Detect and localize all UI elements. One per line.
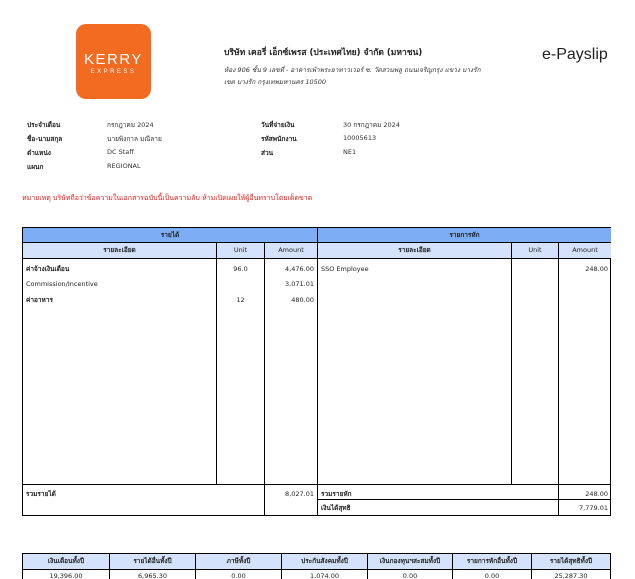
deduction-header: รายการหัก [318, 228, 611, 243]
income-header: รายได้ [23, 228, 317, 243]
info-name-value: นายพิงกาล มณีลาย [107, 135, 162, 143]
ytd-value-net-income: 25,287.30 [554, 572, 588, 579]
company-name: บริษัท เคอรี่ เอ็กซ์เพรส (ประเทศไทย) จำกัด (มหาชน) [224, 48, 423, 58]
document-title: e-Payslip [542, 46, 608, 63]
income-row-1-amount: 4,476.00 [285, 265, 314, 273]
income-row-3-amount: 480.00 [291, 296, 314, 304]
ytd-value-other-income: 6,965.30 [138, 572, 167, 579]
info-name-value-wrap [107, 134, 162, 144]
grid-divider-deduction-unit [511, 242, 512, 484]
ytd-value-provident-fund: 0.00 [402, 572, 418, 579]
info-month [27, 120, 60, 130]
income-col-amount: Amount [265, 243, 317, 259]
info-employee-id-value: 10005613 [343, 134, 377, 142]
info-position-value-wrap [107, 148, 134, 156]
info-paydate [261, 120, 294, 130]
company-address [224, 64, 494, 88]
ytd-value-salary: 19,396.00 [49, 572, 83, 579]
confidential-notice: หมายเหตุ บริษัทถือว่าข้อความในเอกสารฉบับนี้เป็นความลับ ห้ามเปิดเผยให้ผู้อื่นทราบโดยเด็ดขาด [22, 194, 313, 202]
income-total-value: 8,027.01 [285, 490, 314, 498]
company-address-line2: เขต บางรัก กรุงเทพมหานคร 10500 [224, 78, 327, 86]
grid-divider-center [317, 228, 318, 515]
deduction-col-unit: Unit [512, 243, 558, 259]
grid-divider-income-unit [216, 242, 217, 484]
payslip-table [22, 227, 611, 516]
net-income-label: เงินได้สุทธิ [321, 504, 351, 512]
info-month-label: ประจำเดือน [27, 121, 61, 129]
info-section [261, 148, 273, 158]
info-section-value-wrap [343, 148, 356, 156]
ytd-header-other-income: รายได้อื่นทั้งปี [110, 554, 195, 570]
income-col-detail: รายละเอียด [23, 243, 216, 259]
ytd-header-provident-fund: เงินกองทุนฯสะสมทั้งปี [368, 554, 452, 570]
grid-divider-deduction-amount [558, 242, 559, 515]
deduction-col-amount: Amount [559, 243, 611, 259]
income-row-1-unit: 96.0 [233, 265, 248, 273]
info-name [27, 134, 62, 144]
ytd-value-tax: 0.00 [231, 572, 246, 579]
ytd-header-net-income: รายได้สุทธิทั้งปี [532, 554, 610, 570]
logo-sub-text: EXPRESS [90, 69, 137, 75]
info-employee-id-label: รหัสพนักงาน [261, 135, 297, 143]
company-address-line1: ห้อง 906 ชั้น 9 เลขที่ - อาคารเพ้าพระยาทาวเวอร์ ซ. วัดสวนพลู ถนนเจริญกรุง แขวง บางรัก [224, 66, 481, 74]
info-paydate-value: 30 กรกฎาคม 2024 [343, 121, 400, 129]
ytd-value-other-deduction: 0.00 [484, 572, 500, 579]
income-row-3-detail: ค่าอาหาร [26, 296, 53, 304]
info-position [27, 148, 51, 158]
income-total-label: รวมรายได้ [26, 490, 56, 498]
income-col-unit: Unit [217, 243, 264, 259]
info-department-label: แผนก [27, 163, 44, 171]
info-employee-id [261, 134, 297, 144]
grid-total-line [23, 484, 610, 485]
kerry-express-logo [76, 24, 151, 99]
info-employee-id-value-wrap [343, 134, 376, 142]
grid-net-line [317, 499, 610, 500]
ytd-header-salary: เงินเดือนทั้งปี [23, 554, 109, 570]
deduction-row-1-detail: SSO Employee [321, 265, 369, 273]
deduction-col-detail: รายละเอียด [318, 243, 511, 259]
net-income-value: 7,779.01 [579, 504, 608, 512]
info-position-label: ตำแหน่ง [27, 149, 51, 157]
info-section-value: NE1 [343, 148, 357, 156]
info-department [27, 162, 43, 172]
info-department-value-wrap [107, 162, 141, 170]
income-row-2-detail: Commission/Incentive [26, 280, 98, 288]
income-row-2-amount: 3,071.01 [285, 280, 314, 288]
income-row-1-detail: ค่าจ้างเงินเดือน [26, 265, 70, 273]
ytd-header-social-security: ประกันสังคมทั้งปี [282, 554, 367, 570]
ytd-header-other-deduction: รายการหักอื่นทั้งปี [453, 554, 531, 570]
deduction-total-value: 248.00 [585, 490, 608, 498]
logo-brand-text: KERRY [84, 51, 143, 68]
deduction-row-1-amount: 248.00 [585, 265, 608, 273]
info-month-value: กรกฎาคม 2024 [107, 121, 154, 129]
info-section-label: ส่วน [261, 149, 274, 157]
info-paydate-value-wrap [343, 120, 400, 130]
income-row-3-unit: 12 [236, 296, 245, 304]
ytd-summary-table [22, 553, 611, 579]
ytd-value-social-security: 1,074.00 [310, 572, 339, 579]
info-department-value: REGIONAL [107, 162, 141, 170]
info-paydate-label: วันที่จ่ายเงิน [261, 121, 295, 129]
info-position-value: DC Staff [107, 148, 134, 156]
ytd-header-tax: ภาษีทั้งปี [196, 554, 281, 570]
deduction-total-label: รวมรายหัก [321, 490, 352, 498]
info-name-label: ชื่อ-นามสกุล [27, 135, 63, 143]
info-month-value-wrap [107, 120, 154, 130]
